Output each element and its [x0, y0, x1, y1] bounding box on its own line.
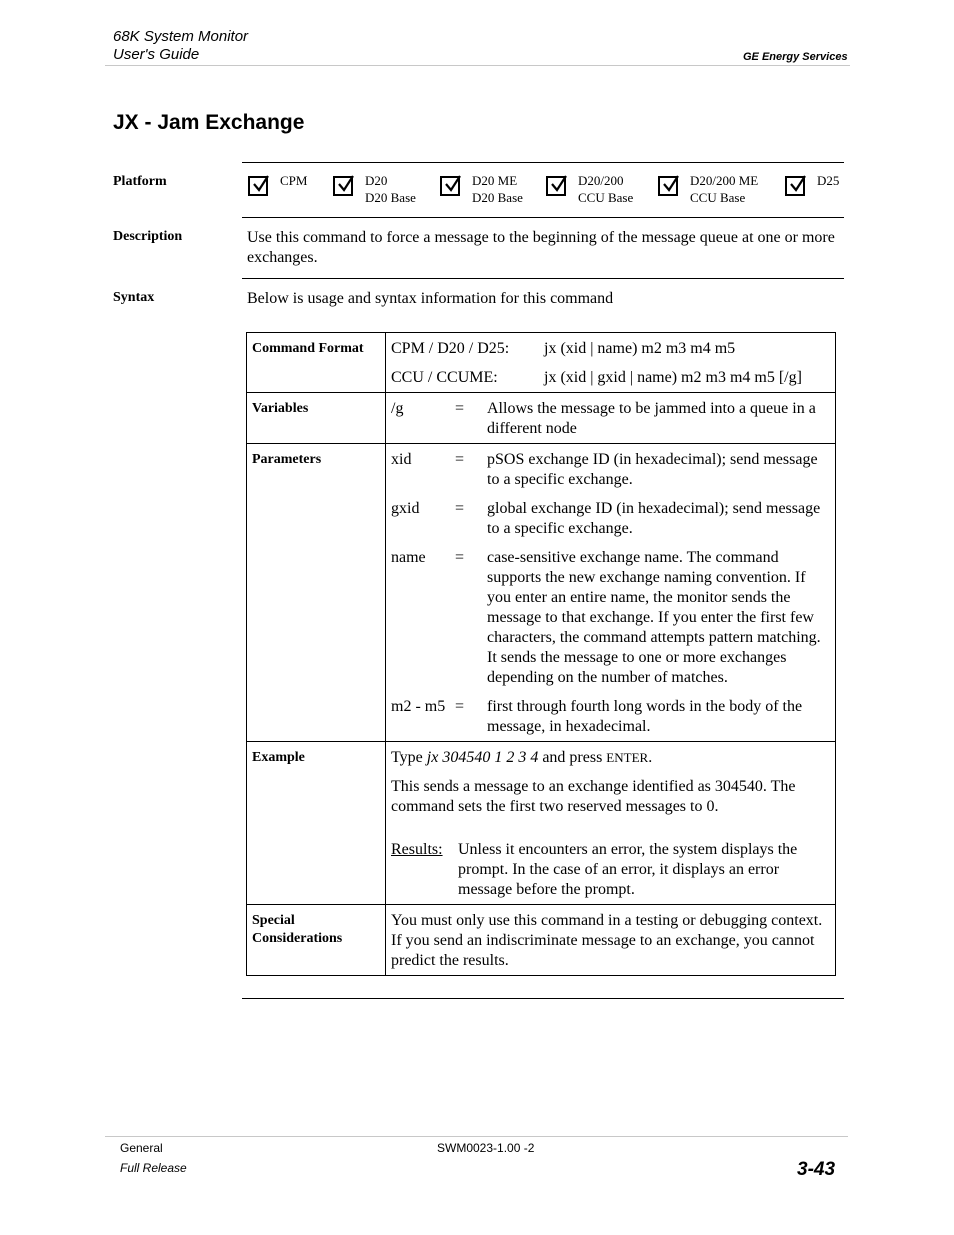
platform-item-label: D25 — [817, 173, 840, 188]
equals-sign: = — [455, 549, 465, 566]
format-syntax: jx (xid | gxid | name) m2 m3 m4 m5 [/g] — [544, 369, 802, 386]
parameters-label: Parameters — [247, 444, 386, 742]
command-format-label: Command Format — [247, 333, 386, 393]
equals-sign: = — [455, 451, 465, 468]
checkbox-checked-icon — [546, 176, 566, 196]
equals-sign: = — [455, 400, 465, 417]
platform-item-d20-200 — [546, 172, 633, 206]
example-command: jx 304540 1 2 3 4 — [426, 749, 539, 766]
platform-item-d20-200-me — [658, 172, 758, 206]
parameter-name: xid — [391, 451, 412, 468]
checkbox-checked-icon — [658, 176, 678, 196]
platform-item-d20-me — [440, 172, 523, 206]
platform-label: Platform — [113, 174, 167, 189]
description-bottom-rule — [242, 278, 844, 279]
variable-description: Allows the message to be jammed into a queue in a different node — [487, 400, 816, 437]
page-title: JX - Jam Exchange — [113, 111, 305, 134]
parameter-description: case-sensitive exchange name. The command supports the new exchange naming convention. If you enter an entire name, the monitor sends the message to that exchange. If you enter the first few characters, the command attempts pattern matching. It sends the message to one or more exchanges depending on the number of matches. — [487, 549, 821, 686]
variables-label: Variables — [247, 393, 386, 444]
parameter-description: pSOS exchange ID (in hexadecimal); send message to a specific exchange. — [487, 451, 818, 488]
syntax-label: Syntax — [113, 290, 155, 305]
platform-item-sublabel: D20 Base — [365, 190, 416, 205]
platform-item-label: D20/200 ME — [690, 173, 759, 188]
description-text: Use this command to force a message to the beginning of the message queue at one or more exchanges. — [247, 229, 835, 266]
footer-doc-number: SWM0023-1.00 -2 — [437, 1141, 535, 1155]
platform-item-label: CPM — [280, 173, 308, 188]
parameter-name: m2 - m5 — [391, 698, 446, 715]
platform-item-sublabel: D20 Base — [472, 190, 523, 205]
page-number: 3-43 — [797, 1159, 836, 1180]
header-company: GE Energy Services — [743, 51, 848, 63]
footer-section: General — [120, 1141, 163, 1155]
checkbox-checked-icon — [440, 176, 460, 196]
variables-row — [247, 393, 836, 444]
parameter-description: first through fourth long words in the body of the message, in hexadecimal. — [487, 698, 803, 735]
parameter-name: name — [391, 549, 426, 566]
format-platform: CPM / D20 / D25: — [391, 340, 510, 357]
command-format-row — [247, 333, 836, 393]
header-title: 68K System Monitor — [113, 28, 249, 45]
platform-top-rule — [242, 162, 844, 163]
example-instruction: Type jx 304540 1 2 3 4 and press ENTER. — [391, 749, 653, 766]
equals-sign: = — [455, 698, 465, 715]
platform-item-label: D20 — [365, 173, 388, 188]
variable-name: /g — [391, 400, 404, 417]
equals-sign: = — [455, 500, 465, 517]
header-subtitle: User's Guide — [113, 46, 200, 63]
description-label: Description — [113, 229, 183, 244]
syntax-table — [246, 332, 836, 976]
checkbox-checked-icon — [785, 176, 805, 196]
parameters-row — [247, 444, 836, 742]
header-rule — [105, 65, 850, 66]
platform-item-d20 — [333, 172, 416, 206]
parameter-description: global exchange ID (in hexadecimal); send message to a specific exchange. — [487, 500, 821, 537]
platform-item-sublabel: CCU Base — [690, 190, 746, 205]
special-considerations-label-2: Considerations — [252, 931, 343, 946]
footer-rule — [105, 1136, 848, 1137]
platform-item-label: D20/200 — [578, 173, 624, 188]
results-label: Results: — [391, 841, 443, 858]
platform-item-label: D20 ME — [472, 173, 518, 188]
special-considerations-row — [247, 905, 836, 976]
example-explanation: This sends a message to an exchange identified as 304540. The command sets the first two reserved messages to 0. — [391, 778, 796, 815]
checkbox-checked-icon — [248, 176, 268, 196]
section-end-rule — [242, 998, 844, 999]
platform-bottom-rule — [242, 217, 844, 218]
syntax-text: Below is usage and syntax information for this command — [247, 290, 614, 307]
footer-release: Full Release — [120, 1161, 187, 1175]
special-considerations-label: Special — [252, 913, 295, 928]
example-label: Example — [247, 742, 386, 905]
enter-key-label: ENTER — [606, 750, 649, 765]
checkbox-checked-icon — [333, 176, 353, 196]
platform-item-cpm — [248, 172, 307, 196]
results-text: Unless it encounters an error, the system displays the prompt. In the case of an error, it displays an error message before the prompt. — [458, 841, 798, 898]
parameter-name: gxid — [391, 500, 420, 517]
example-row — [247, 742, 836, 905]
platform-item-sublabel: CCU Base — [578, 190, 634, 205]
platform-item-d25 — [785, 172, 839, 196]
format-platform: CCU / CCUME: — [391, 369, 498, 386]
format-syntax: jx (xid | name) m2 m3 m4 m5 — [544, 340, 736, 357]
special-considerations-text: You must only use this command in a testing or debugging context. If you send an indiscriminate message to an exchange, you cannot predict the results. — [386, 905, 836, 976]
